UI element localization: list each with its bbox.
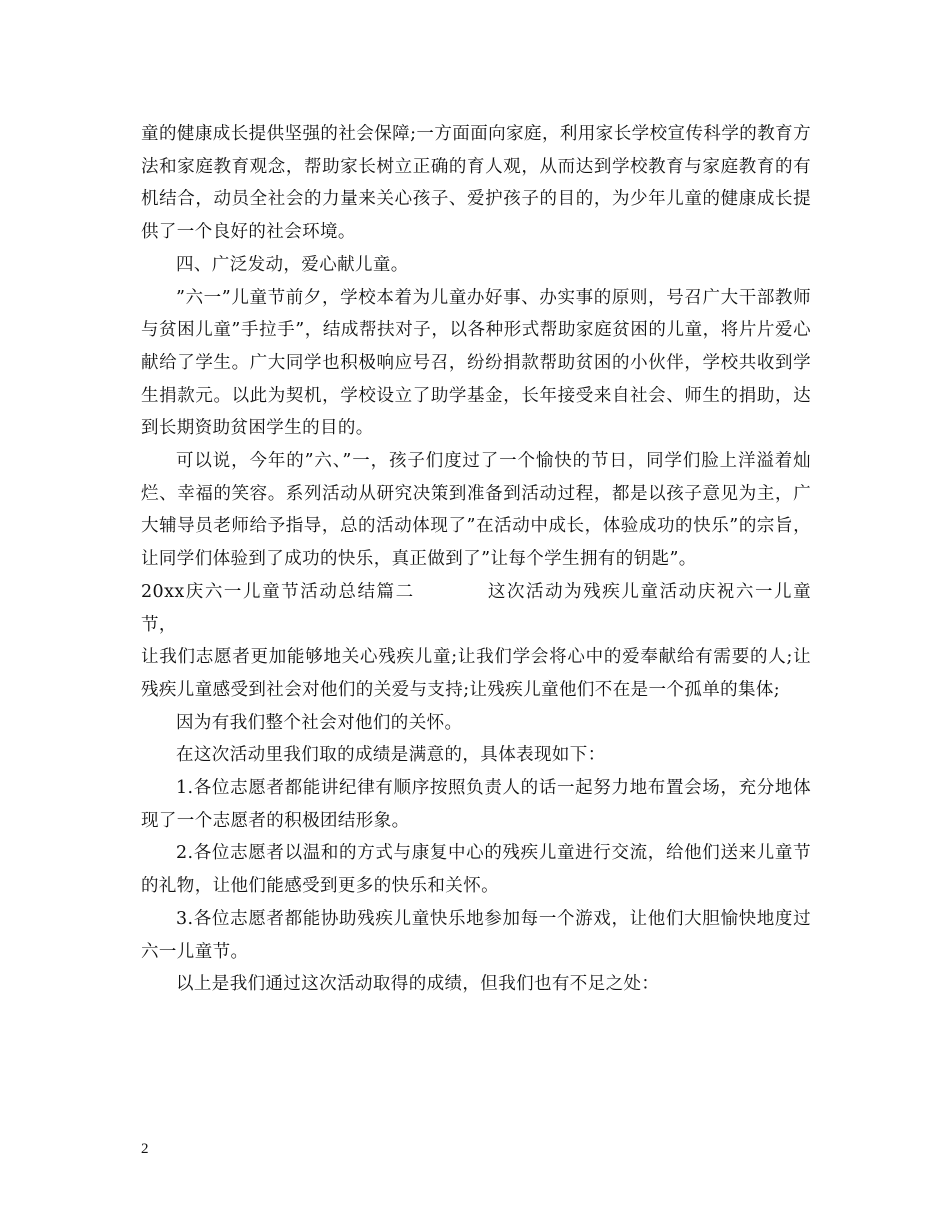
section-two-title: 20xx庆六一儿童节活动总结篇二	[141, 581, 415, 602]
paragraph-society-care: 因为有我们整个社会对他们的关怀。	[176, 712, 463, 733]
section-two-intro: 这次活动为残疾儿童活动庆祝六一儿童节，	[141, 581, 811, 635]
section-heading-four: 四、广泛发动，爱心献儿童。	[176, 254, 409, 275]
paragraph-volunteers-care: 让我们志愿者更加能够地关心残疾儿童;让我们学会将心中的爱奉献给有需要的人;让残疾儿童感受到社会对他们的关爱与支持;让残疾儿童他们不在是一个孤单的集体;	[141, 647, 811, 700]
list-item-1: 1.各位志愿者都能讲纪律有顺序按照负责人的话一起努力地布置会场，充分地体现了一个志愿者的积极团结形象。	[141, 778, 811, 831]
paragraph-social-guarantee: 童的健康成长提供坚强的社会保障;一方面面向家庭，利用家长学校宣传科学的教育方法和家庭教育观念，帮助家长树立正确的育人观，从而达到学校教育与家庭教育的有机结合，动员全社会的力量来关心孩子、爱护孩子的目的，为少年儿童的健康成长提供了一个良好的社会环境。	[141, 124, 811, 243]
page-number: 2	[141, 1141, 149, 1157]
paragraph-hand-in-hand: ”六一”儿童节前夕，学校本着为儿童办好事、办实事的原则，号召广大干部教师与贫困儿童”手拉手”，结成帮扶对子，以各种形式帮助家庭贫困的儿童，将片片爱心献给了学生。广大同学也积极响应号召，纷纷捐款帮助贫困的小伙伴，学校共收到学生捐款元。以此为契机，学校设立了助学基金，长年接受来自社会、师生的捐助，达到长期资助贫困学生的目的。	[141, 287, 811, 439]
paragraph-results-intro: 在这次活动里我们取的成绩是满意的，具体表现如下：	[176, 745, 606, 766]
paragraph-shortcomings-intro: 以上是我们通过这次活动取得的成绩，但我们也有不足之处：	[176, 974, 660, 995]
list-item-3: 3.各位志愿者都能协助残疾儿童快乐地参加每一个游戏，让他们大胆愉快地度过六一儿童节。	[141, 908, 811, 962]
paragraph-happy-festival: 可以说，今年的”六、”一，孩子们度过了一个愉快的节日，同学们脸上洋溢着灿烂、幸福的笑容。系列活动从研究决策到准备到活动过程，都是以孩子意见为主，广大辅导员老师给予指导，总的活动体现了”在活动中成长，体验成功的快乐”的宗旨，让同学们体验到了成功的快乐，真正做到了”让每个学生拥有的钥匙”。	[141, 451, 811, 570]
document-body	[141, 118, 811, 1001]
list-item-2: 2.各位志愿者以温和的方式与康复中心的残疾儿童进行交流，给他们送来儿童节的礼物，让他们能感受到更多的快乐和关怀。	[141, 843, 811, 897]
section-two-heading-line	[141, 576, 811, 641]
